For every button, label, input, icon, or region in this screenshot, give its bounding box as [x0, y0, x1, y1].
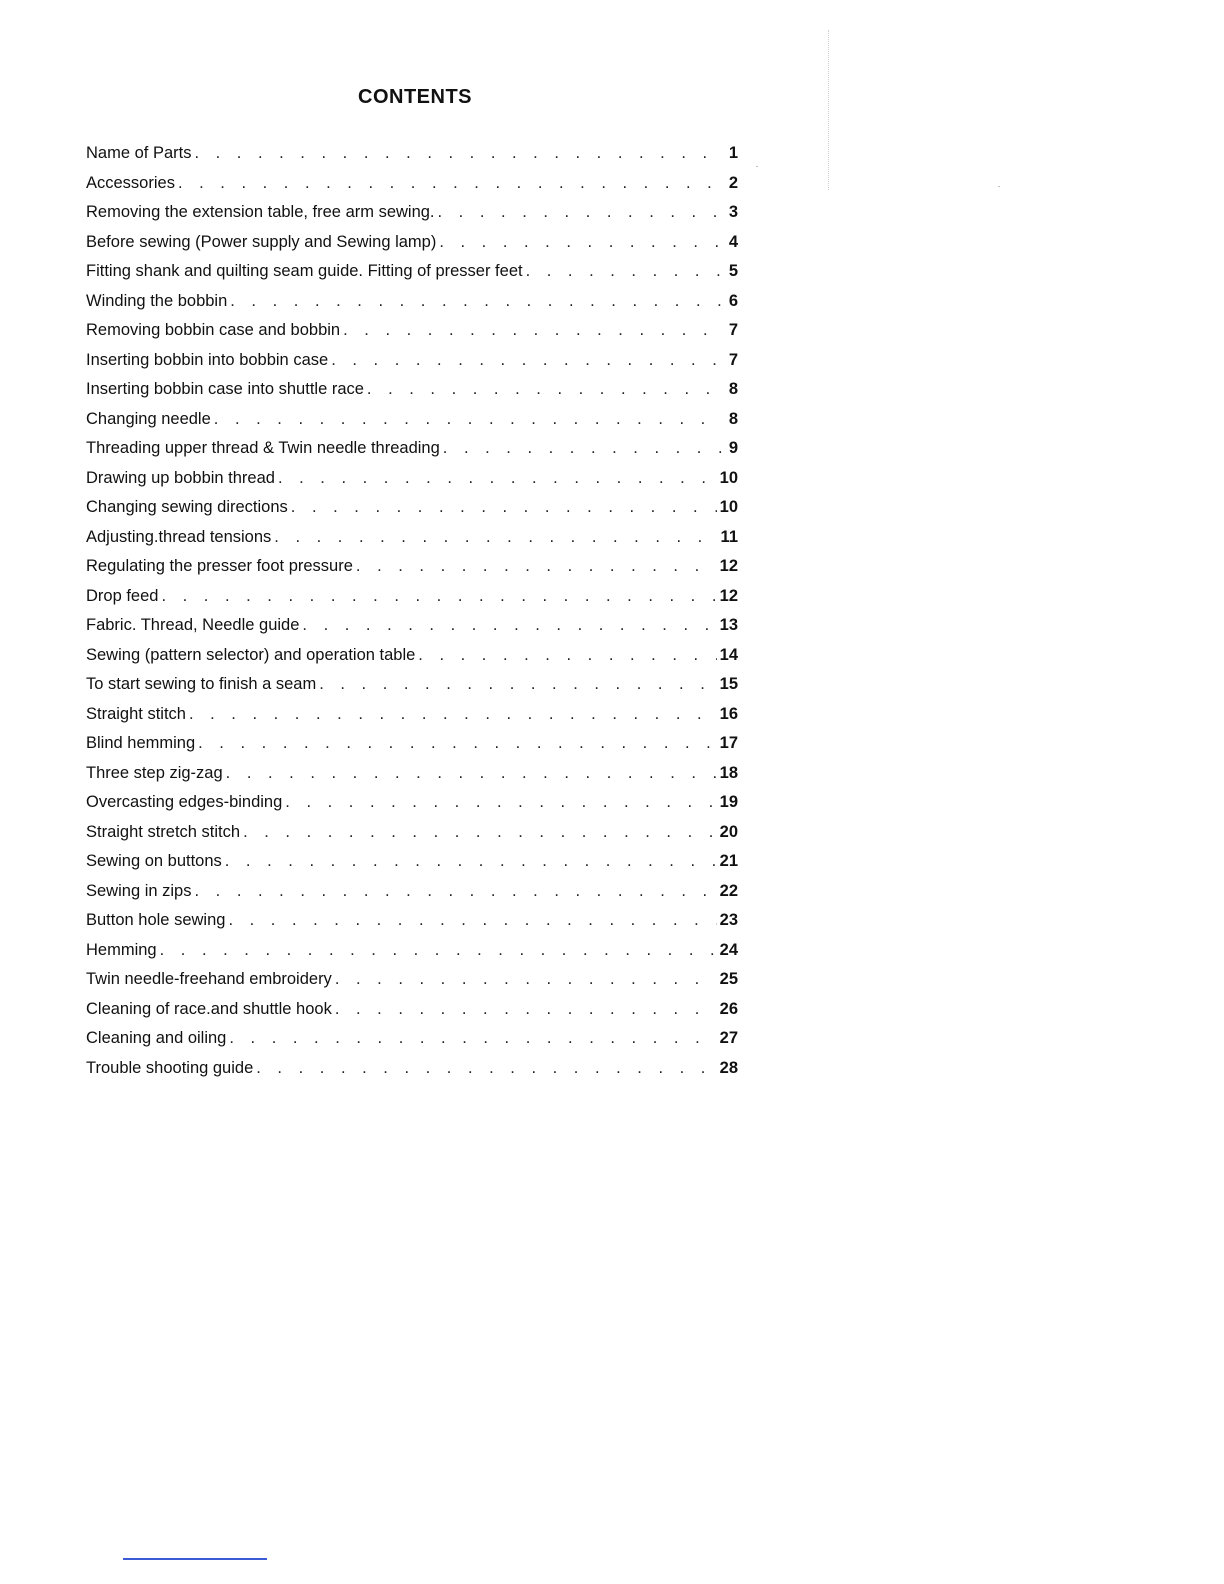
toc-entry-page-number: 22 [719, 881, 738, 900]
toc-entry-label: Inserting bobbin case into shuttle race [86, 380, 364, 398]
dot-leader [302, 616, 716, 635]
dot-leader [160, 941, 717, 960]
toc-entry-label: Drop feed [86, 586, 159, 605]
toc-entry-label: Name of Parts [86, 144, 192, 162]
toc-entry [86, 144, 738, 174]
dot-leader [335, 1000, 717, 1019]
toc-entry-page-number: 3 [728, 203, 738, 221]
dot-leader [228, 911, 716, 930]
toc-entry [86, 1000, 738, 1030]
toc-entry-page-number: 13 [719, 616, 738, 634]
dot-leader [285, 793, 716, 812]
toc-entry-page-number: 2 [728, 173, 738, 192]
toc-entry-label: Overcasting edges-binding [86, 793, 283, 811]
footer-rule [123, 1558, 267, 1560]
dot-leader [418, 646, 716, 665]
toc-entry-label: Fabric. Thread, Needle guide [86, 616, 300, 634]
toc-entry-label: Adjusting.thread tensions [86, 527, 272, 546]
toc-entry-label: Removing bobbin case and bobbin [86, 321, 341, 339]
dot-leader [198, 734, 717, 753]
toc-entry-label: Inserting bobbin into bobbin case [86, 350, 329, 369]
toc-entry-page-number: 26 [719, 999, 738, 1018]
toc-entry-label: Threading upper thread & Twin needle threading [86, 439, 440, 457]
toc-entry [86, 410, 738, 440]
toc-entry [86, 970, 738, 1000]
toc-entry [86, 705, 738, 735]
toc-entry-page-number: 10 [719, 468, 738, 487]
dot-leader [274, 528, 717, 547]
toc-entry-page-number: 8 [728, 380, 738, 398]
toc-entry [86, 528, 738, 558]
toc-entry [86, 793, 738, 823]
dot-leader [367, 380, 723, 399]
toc-entry-page-number: 5 [728, 262, 738, 280]
toc-entry-page-number: 17 [719, 734, 738, 752]
toc-entry-page-number: 6 [728, 291, 738, 310]
toc-entry [86, 734, 738, 764]
dot-leader [319, 675, 716, 694]
toc-entry-page-number: 18 [719, 763, 738, 782]
dot-leader [443, 439, 723, 458]
toc-entry-page-number: 12 [719, 557, 738, 575]
toc-entry-label: Straight stitch [86, 704, 186, 723]
toc-entry [86, 616, 738, 646]
dot-leader [178, 174, 723, 193]
toc-entry-label: Cleaning of race.and shuttle hook [86, 999, 332, 1018]
toc-entry [86, 380, 738, 410]
toc-entry-label: Cleaning and oiling [86, 1029, 227, 1047]
dot-leader [214, 410, 723, 429]
toc-entry-page-number: 24 [719, 940, 738, 959]
toc-entry-label: Blind hemming [86, 734, 196, 752]
toc-entry-page-number: 4 [728, 232, 738, 251]
toc-entry-label: Winding the bobbin [86, 291, 228, 310]
dot-leader [335, 970, 717, 989]
toc-entry [86, 1059, 738, 1089]
toc-entry [86, 174, 738, 204]
toc-entry-label: Regulating the presser foot pressure [86, 557, 353, 575]
scan-margin-artifact [828, 30, 835, 190]
toc-entry [86, 911, 738, 941]
toc-entry-page-number: 23 [719, 911, 738, 929]
dot-leader [243, 823, 717, 842]
toc-entry-page-number: 12 [719, 586, 738, 605]
toc-entry-label: Trouble shooting guide [86, 1058, 254, 1077]
table-of-contents [86, 144, 738, 1088]
toc-entry-label: Changing sewing directions [86, 498, 288, 516]
contents-title: CONTENTS [358, 86, 472, 108]
toc-entry [86, 646, 738, 676]
toc-entry-page-number: 7 [728, 321, 738, 339]
dot-leader [331, 351, 723, 370]
scan-speck [998, 186, 1000, 187]
toc-entry-page-number: 21 [719, 852, 738, 870]
dot-leader [229, 1029, 716, 1048]
toc-entry-page-number: 8 [728, 409, 738, 428]
toc-entry-page-number: 1 [728, 144, 738, 162]
toc-entry-page-number: 28 [719, 1058, 738, 1077]
toc-entry-label: Straight stretch stitch [86, 822, 241, 841]
dot-leader [226, 764, 717, 783]
dot-leader [194, 882, 716, 901]
toc-entry-page-number: 11 [720, 527, 738, 546]
dot-leader [230, 292, 723, 311]
dot-leader [291, 498, 717, 517]
dot-leader [439, 233, 723, 252]
toc-entry-page-number: 25 [719, 970, 738, 988]
toc-entry-page-number: 10 [719, 498, 738, 516]
toc-entry [86, 675, 738, 705]
toc-entry-label: Accessories [86, 173, 175, 192]
toc-entry-page-number: 7 [728, 350, 738, 369]
dot-leader [438, 203, 723, 222]
dot-leader [194, 144, 723, 163]
toc-entry-label: Sewing in zips [86, 881, 192, 900]
toc-entry [86, 941, 738, 971]
toc-entry-label: Sewing (pattern selector) and operation table [86, 645, 416, 664]
toc-entry [86, 262, 738, 292]
dot-leader [256, 1059, 716, 1078]
toc-entry-label: To start sewing to finish a seam [86, 675, 317, 693]
dot-leader [161, 587, 716, 606]
toc-entry-label: Changing needle [86, 409, 211, 428]
dot-leader [278, 469, 717, 488]
toc-entry-label: Button hole sewing [86, 911, 226, 929]
toc-entry [86, 587, 738, 617]
scan-speck [756, 166, 758, 167]
toc-entry-label: Sewing on buttons [86, 852, 222, 870]
toc-entry [86, 882, 738, 912]
toc-entry [86, 203, 738, 233]
toc-entry-page-number: 20 [719, 822, 738, 841]
toc-entry-page-number: 15 [719, 675, 738, 693]
toc-entry [86, 233, 738, 263]
dot-leader [225, 852, 717, 871]
toc-entry [86, 292, 738, 322]
toc-entry-label: Hemming [86, 940, 157, 959]
dot-leader [526, 262, 723, 281]
toc-entry-page-number: 19 [719, 793, 738, 811]
toc-entry [86, 823, 738, 853]
toc-entry-label: Before sewing (Power supply and Sewing lamp) [86, 232, 437, 251]
toc-entry-page-number: 9 [728, 439, 738, 457]
toc-entry-page-number: 14 [719, 645, 738, 664]
dot-leader [356, 557, 717, 576]
toc-entry [86, 557, 738, 587]
toc-entry-page-number: 27 [719, 1029, 738, 1047]
toc-entry [86, 764, 738, 794]
toc-entry-page-number: 16 [719, 704, 738, 723]
toc-entry [86, 439, 738, 469]
toc-entry [86, 852, 738, 882]
toc-entry [86, 1029, 738, 1059]
toc-entry-label: Drawing up bobbin thread [86, 468, 275, 487]
toc-entry-label: Three step zig-zag [86, 763, 223, 782]
toc-entry-label: Removing the extension table, free arm sewing. [86, 203, 435, 221]
toc-entry [86, 469, 738, 499]
toc-entry [86, 351, 738, 381]
dot-leader [343, 321, 723, 340]
toc-entry [86, 498, 738, 528]
dot-leader [189, 705, 717, 724]
toc-entry-label: Fitting shank and quilting seam guide. Fitting of presser feet [86, 262, 523, 280]
toc-entry [86, 321, 738, 351]
toc-entry-label: Twin needle-freehand embroidery [86, 970, 332, 988]
